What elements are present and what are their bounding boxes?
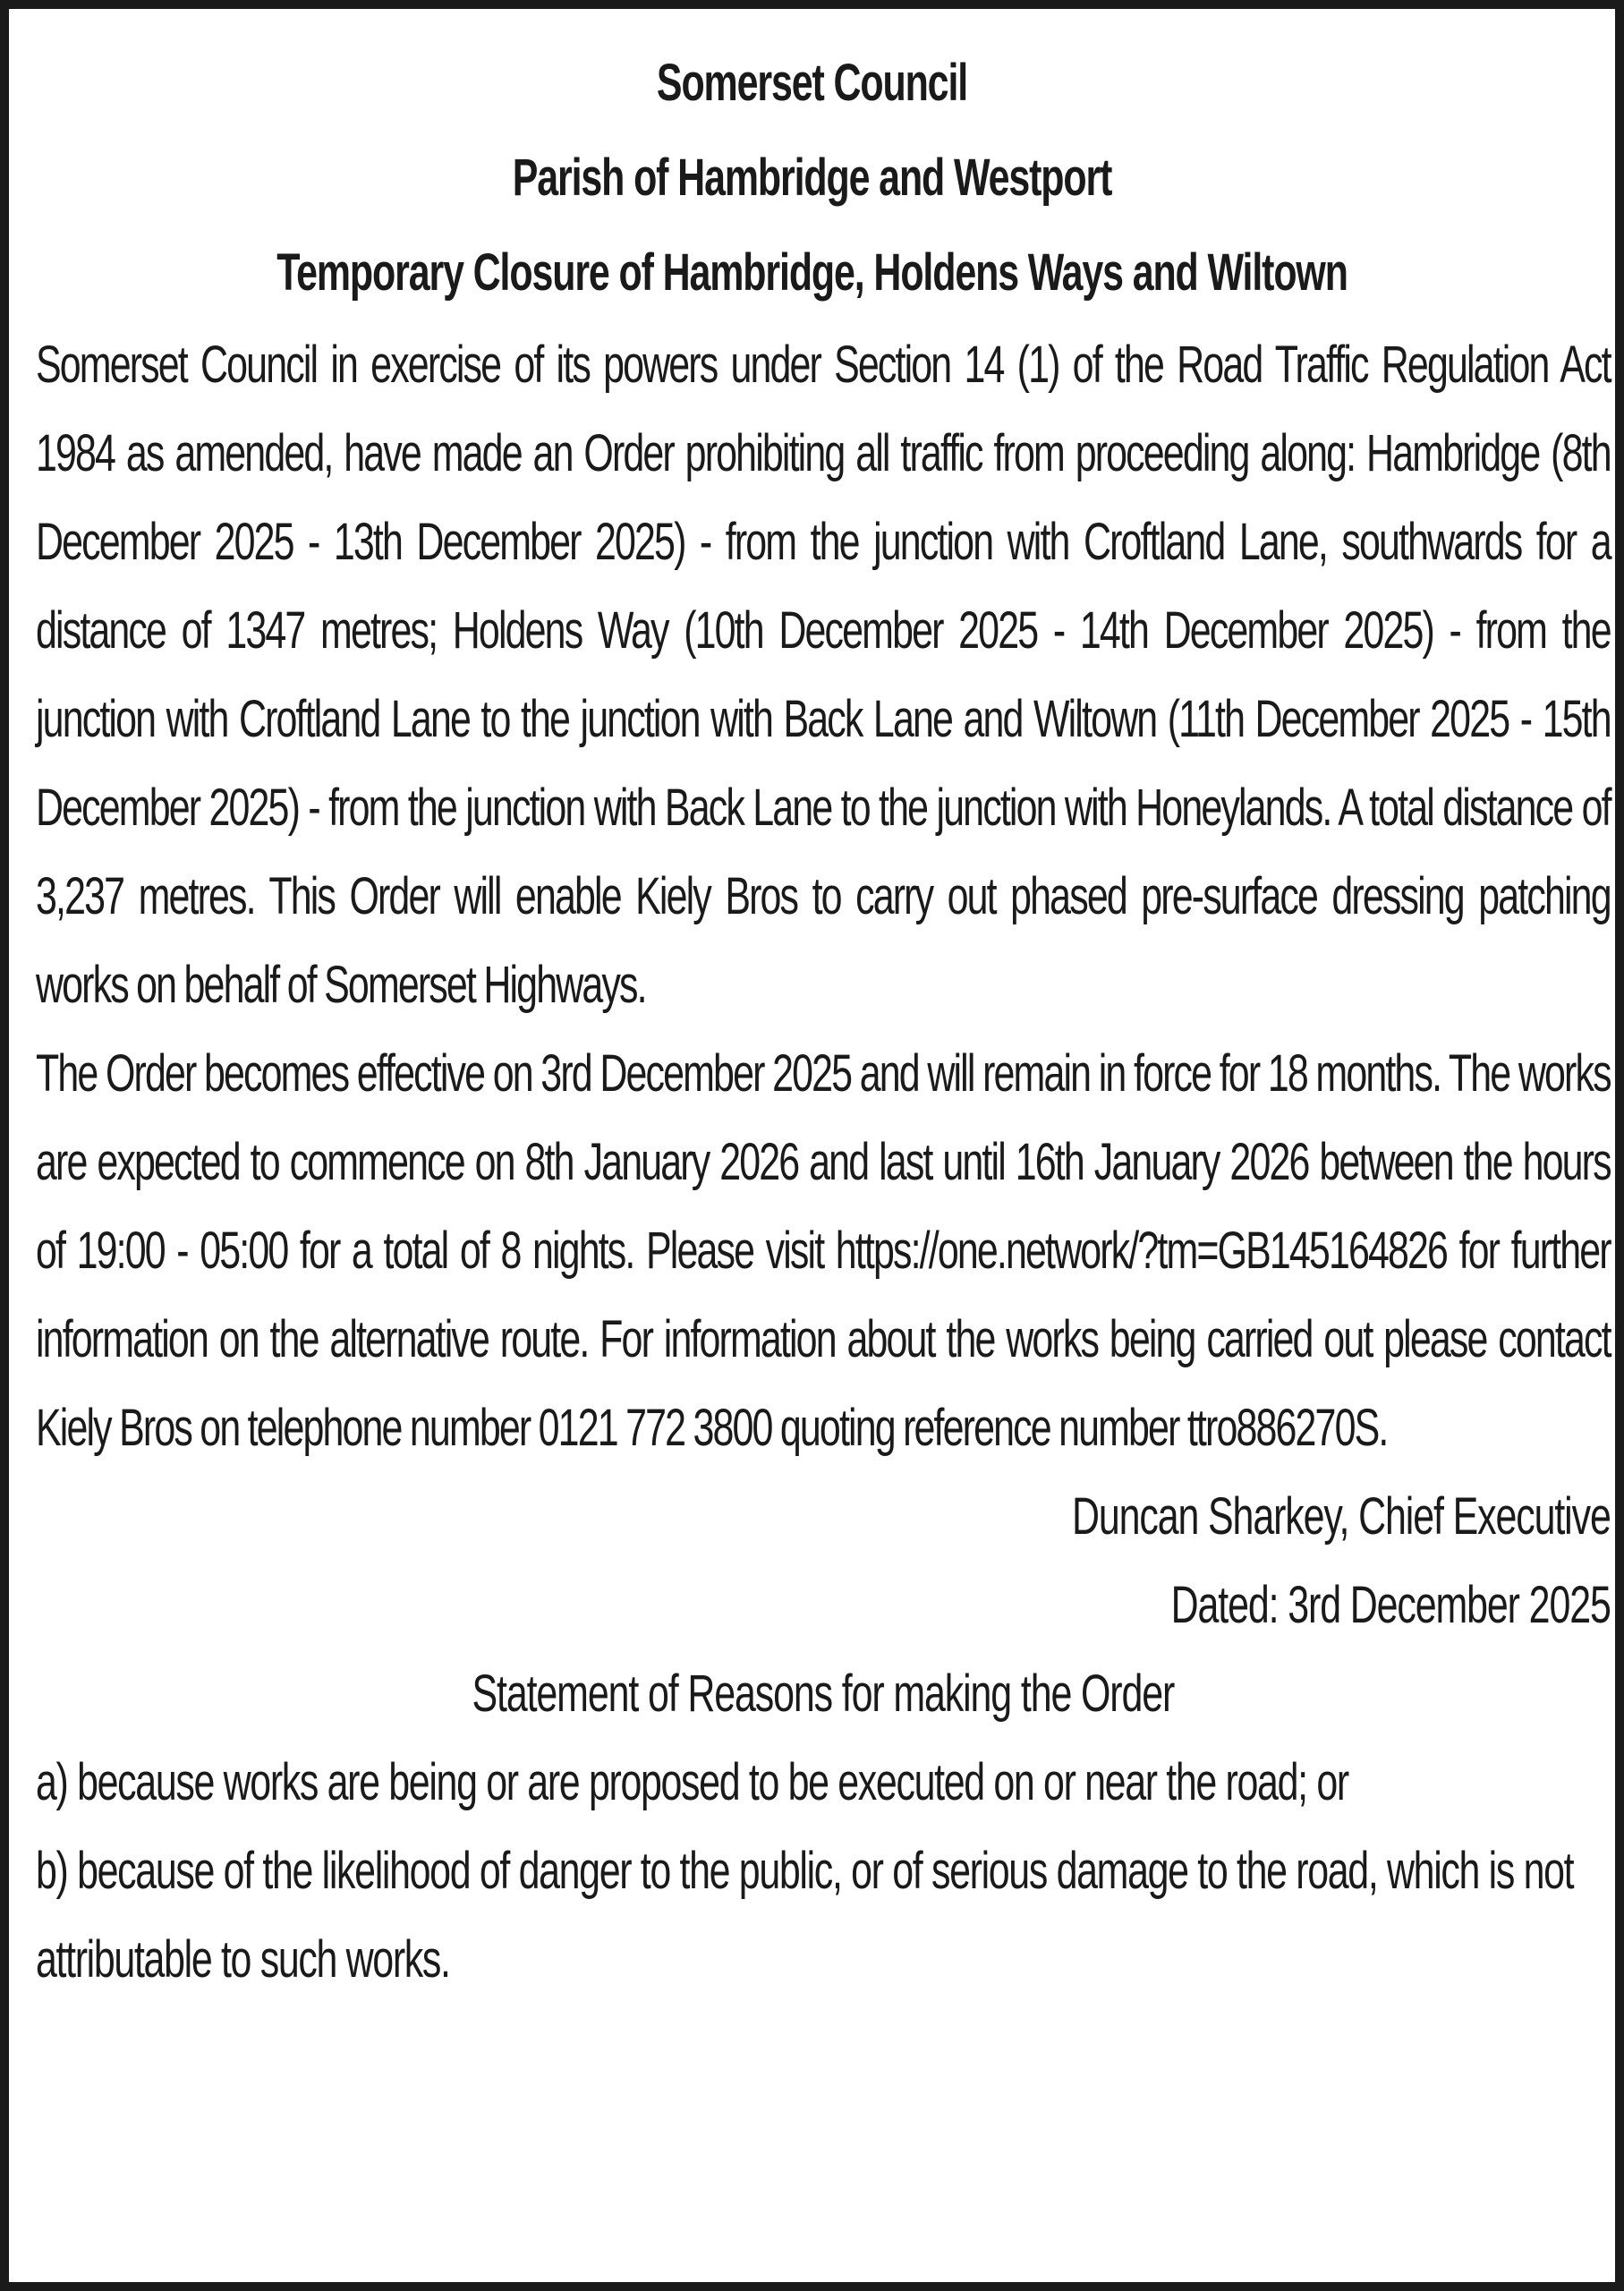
reason-a: a) because works are being or are proposed to be executed on or near the road; or	[36, 1753, 1348, 1811]
notice-body	[36, 320, 1611, 2004]
order-paragraph: Somerset Council in exercise of its powers under Section 14 (1) of the Road Traffic Regulation Act 1984 as amended, have made an Order prohibiting all traffic from proceeding along: Hambridge (8th December 2025 - 13th December 2025) - from the junction with Croftland Lane, southwards for a distance of 1347 metres; Holdens Way (10th December 2025 - 14th December 2025) - from the junction with Croftland Lane to the junction with Back Lane and Wiltown (11th December 2025 - 15th December 2025) - from the junction with Back Lane to the junction with Honeylands. A total distance of 3,237 metres. This Order will enable Kiely Bros to carry out phased pre-surface dressing patching works on behalf of Somerset Highways.	[36, 336, 1611, 1014]
council-name: Somerset Council	[656, 54, 968, 112]
signatory: Duncan Sharkey, Chief Executive	[1071, 1487, 1611, 1546]
parish-name: Parish of Hambridge and Westport	[512, 149, 1112, 207]
reason-b: b) because of the likelihood of danger to the public, or of serious damage to the road, which is not attributable to such works.	[36, 1842, 1574, 1989]
closure-title: Temporary Closure of Hambridge, Holdens Ways and Wiltown	[276, 243, 1348, 302]
statement-heading: Statement of Reasons for making the Order	[472, 1665, 1175, 1723]
date-line: Dated: 3rd December 2025	[1170, 1576, 1611, 1634]
effective-paragraph: The Order becomes effective on 3rd December 2025 and will remain in force for 18 months. The works are expected to commence on 8th January 2026 and last until 16th January 2026 between the hours of 19:00 - 05:00 for a total of 8 nights. Please visit https://one.network/?tm=GB145164826 for further information on the alternative route. For information about the works being carried out please contact Kiely Bros on telephone number 0121 772 3800 quoting reference number ttro886270S.	[36, 1044, 1611, 1457]
notice-heading	[36, 36, 1588, 320]
